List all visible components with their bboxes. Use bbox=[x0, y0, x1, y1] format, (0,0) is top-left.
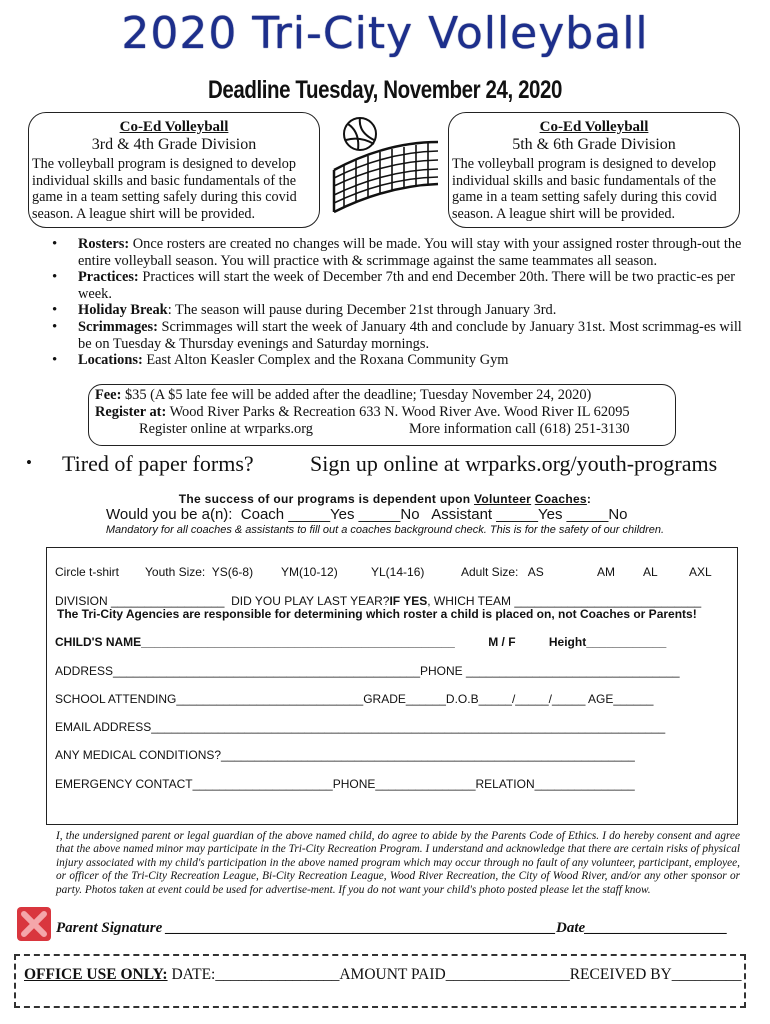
background-check-note: Mandatory for all coaches & assistants to fill out a coaches background check. This is for the safety of our children. bbox=[105, 524, 665, 536]
office-use-fields: DATE:________________AMOUNT PAID________________RECEIVED BY_________ bbox=[167, 966, 742, 983]
shirt-label: Circle t-shirt bbox=[55, 565, 120, 579]
shirt-size-as[interactable]: Adult Size: AS bbox=[461, 565, 544, 579]
fee-text: $35 (A $5 late fee will be added after the deadline; Tuesday November 24, 2020) bbox=[121, 387, 592, 403]
shirt-size-al[interactable]: AL bbox=[643, 565, 658, 579]
child-name-field[interactable]: CHILD'S NAME_______________________________________________ M / F Height____________ bbox=[55, 635, 667, 649]
bullet-icon: • bbox=[26, 453, 32, 472]
division-heading: Co-Ed Volleyball bbox=[119, 119, 229, 135]
list-item: • Rosters: Once rosters are created no changes will be made. You will stay with your assigned roster through-out the entire volleyball season. You will practice with & scrimmage against the same teammates all season. bbox=[52, 236, 742, 269]
emergency-contact-field[interactable]: EMERGENCY CONTACT_____________________PHONE_______________RELATION_______________ bbox=[55, 777, 635, 791]
address-field[interactable]: ADDRESS______________________________________________PHONE ________________________________ bbox=[55, 664, 680, 678]
division-box-3rd-4th bbox=[28, 112, 320, 228]
fee-label: Fee: bbox=[95, 387, 122, 403]
registration-form bbox=[46, 547, 738, 825]
register-address: Wood River Parks & Recreation 633 N. Wood River Ave. Wood River IL 62095 bbox=[166, 404, 630, 420]
program-details-list bbox=[52, 236, 742, 369]
deadline: Deadline Tuesday, November 24, 2020 bbox=[207, 76, 563, 104]
division-description: The volleyball program is designed to develop individual skills and basic fundamentals of the game in a team setting safely during this covid season. A league shirt will be provided. bbox=[32, 156, 297, 222]
shirt-size-axl[interactable]: AXL bbox=[689, 565, 712, 579]
list-item: • Scrimmages: Scrimmages will start the week of January 4th and conclude by January 31st. Most scrimmag-es will be on Tuesday & Thursday evenings and Saturday mornings. bbox=[52, 319, 742, 352]
signup-link-text: Sign up online at wrparks.org/youth-programs bbox=[310, 451, 718, 476]
tired-text: Tired of paper forms? bbox=[62, 451, 254, 476]
volunteer-question[interactable]: Would you be a(n): Coach _____Yes _____No Assistant _____Yes _____No bbox=[106, 506, 628, 523]
parent-signature-field[interactable]: Parent Signature ____________________________________________________Date___________________ bbox=[56, 920, 728, 936]
list-item: • Practices: Practices will start the week of December 7th and end December 20th. There will be two practic-es per week. bbox=[52, 269, 742, 302]
shirt-size-am[interactable]: AM bbox=[597, 565, 615, 579]
medical-field[interactable]: ANY MEDICAL CONDITIONS?______________________________________________________________ bbox=[55, 748, 635, 762]
fee-info-box bbox=[88, 384, 676, 446]
register-label: Register at: bbox=[95, 404, 167, 420]
volleyball-net-icon bbox=[326, 112, 444, 224]
shirt-size-ym[interactable]: YM(10-12) bbox=[281, 565, 338, 579]
list-item: • Locations: East Alton Keasler Complex and the Roxana Community Gym bbox=[52, 352, 742, 369]
division-grades: 5th & 6th Grade Division bbox=[512, 136, 676, 153]
volunteer-heading: The success of our programs is dependent upon Volunteer Coaches: bbox=[178, 492, 592, 506]
division-field[interactable]: DIVISION _________________ DID YOU PLAY LAST YEAR?IF YES, WHICH TEAM ____________________________ bbox=[55, 594, 702, 608]
email-field[interactable]: EMAIL ADDRESS_____________________________________________________________________________ bbox=[55, 720, 666, 734]
office-use-label: OFFICE USE ONLY: bbox=[24, 966, 168, 983]
office-use-box bbox=[14, 954, 746, 1008]
school-field[interactable]: SCHOOL ATTENDING____________________________GRADE______D.O.B_____/_____/_____ AGE______ bbox=[55, 692, 654, 706]
sign-here-x-icon bbox=[16, 906, 52, 942]
list-item: • Holiday Break: The season will pause during December 21st through January 3rd. bbox=[52, 302, 742, 319]
agencies-note: The Tri-City Agencies are responsible for determining which roster a child is placed on, not Coaches or Parents! bbox=[57, 607, 697, 621]
division-grades: 3rd & 4th Grade Division bbox=[91, 136, 257, 153]
shirt-size-yl[interactable]: YL(14-16) bbox=[371, 565, 425, 579]
shirt-size-ys[interactable]: Youth Size: YS(6-8) bbox=[145, 565, 254, 579]
liability-waiver: I, the undersigned parent or legal guardian of the above named child, do agree to abide by the Parents Code of Ethics. I do hereby consent and agree that the above named minor may participate in the Tri-City Recreation Program. I understand and acknowledge that there are certain risks of physical injury associated with my child's participation in the above named program which may occur through no fault of any volunteer, participant, employee, or officer of the Tri-City Recreation League, Bi-City Recreation League, Wood River Recreation, the City of Wood River, and/or any other sponsor or party. Photos taken at event could be used for advertise-ment. If you do not want your child's photo posted please let the staff know. bbox=[56, 830, 740, 896]
division-heading: Co-Ed Volleyball bbox=[539, 119, 649, 135]
division-box-5th-6th bbox=[448, 112, 740, 228]
more-info-phone: More information call (618) 251-3130 bbox=[409, 421, 630, 437]
page-title: 2020 Tri-City Volleyball bbox=[121, 8, 649, 59]
register-online: Register online at wrparks.org bbox=[139, 421, 313, 437]
division-description: The volleyball program is designed to develop individual skills and basic fundamentals of the game in a team setting safely during this covid season. A league shirt will be provided. bbox=[452, 156, 717, 222]
